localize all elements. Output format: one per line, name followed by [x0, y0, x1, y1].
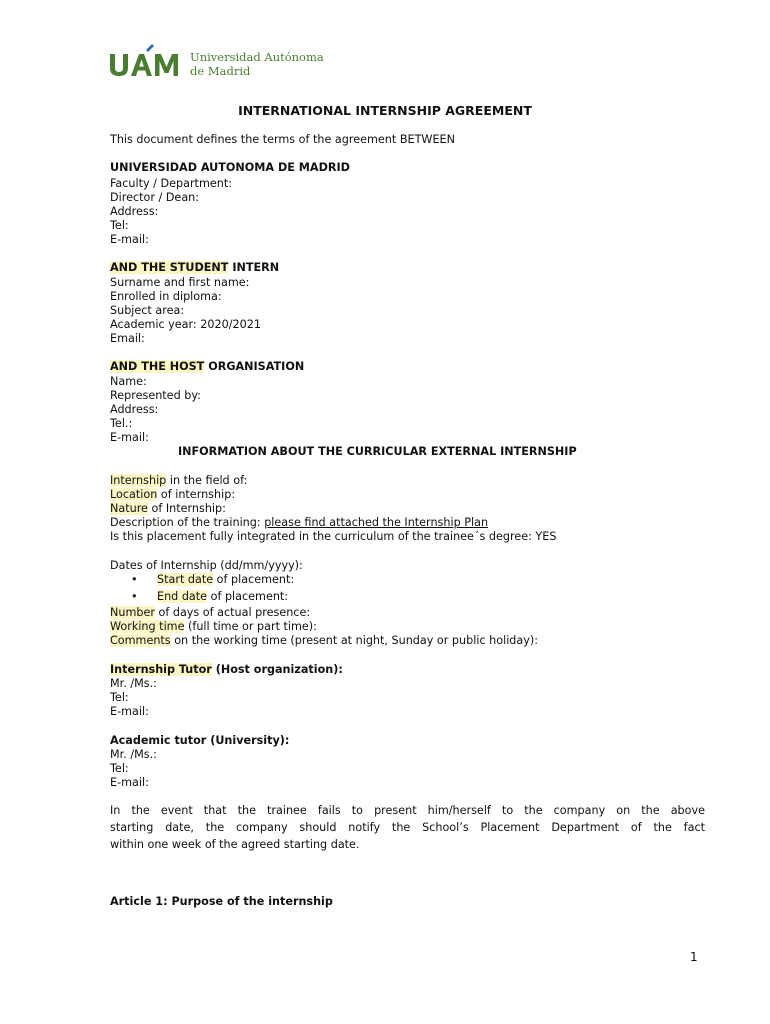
info-field-rest: in the field of: — [166, 474, 248, 487]
info-integrated: Is this placement fully integrated in the curriculum of the trainee´s degree: YES — [110, 530, 557, 543]
student-field-subject: Subject area: — [110, 304, 185, 317]
info-start-date-highlight: Start date — [157, 573, 214, 586]
student-heading — [110, 261, 279, 275]
information-heading: INFORMATION ABOUT THE CURRICULAR EXTERNAL INTERNSHIP — [178, 445, 577, 458]
intro-text: This document defines the terms of the agreement BETWEEN — [110, 133, 455, 146]
university-field-director: Director / Dean: — [110, 191, 200, 204]
student-heading-highlight: AND THE STUDENT — [110, 261, 229, 274]
tutor-academic-heading: Academic tutor (University): — [110, 734, 290, 747]
info-location-rest: of internship: — [157, 488, 236, 501]
info-number — [110, 606, 310, 620]
tutor-host-heading-rest: (Host organization): — [211, 663, 343, 676]
tutor-host-heading-highlight: Internship Tutor — [110, 663, 212, 676]
host-heading-highlight: AND THE HOST — [110, 360, 205, 373]
tutor-academic-field-tel: Tel: — [110, 762, 129, 775]
internship-plan-link[interactable]: please find attached the Internship Plan — [264, 516, 489, 529]
student-field-email: Email: — [110, 332, 145, 345]
info-end-date-highlight: End date — [157, 590, 208, 603]
info-working-time-rest: (full time or part time): — [184, 620, 317, 633]
document-title: INTERNATIONAL INTERNSHIP AGREEMENT — [238, 103, 532, 118]
tutor-host-field-name: Mr. /Ms.: — [110, 677, 157, 690]
info-location — [110, 488, 235, 502]
student-field-diploma: Enrolled in diploma: — [110, 290, 222, 303]
paragraph-line-1: In the event that the trainee fails to present him/herself to the company on the above — [110, 804, 705, 817]
tutor-host-heading — [110, 663, 343, 677]
tutor-academic-field-email: E-mail: — [110, 776, 149, 789]
university-field-tel: Tel: — [110, 219, 129, 232]
student-heading-rest: INTERN — [228, 261, 280, 274]
info-nature-highlight: Nature — [110, 502, 148, 515]
host-field-email: E-mail: — [110, 431, 149, 444]
info-working-time-highlight: Working time — [110, 620, 185, 633]
page-number: 1 — [690, 950, 698, 964]
paragraph-line-3: within one week of the agreed starting date. — [110, 838, 360, 851]
university-field-email: E-mail: — [110, 233, 149, 246]
info-end-date-rest: of placement: — [207, 590, 289, 603]
info-location-highlight: Location — [110, 488, 158, 501]
info-number-rest: of days of actual presence: — [154, 606, 311, 619]
info-description-label: Description of the training: — [110, 516, 265, 529]
info-start-date — [157, 573, 294, 587]
info-start-date-rest: of placement: — [213, 573, 295, 586]
host-heading-rest: ORGANISATION — [204, 360, 305, 373]
bullet-icon: • — [131, 573, 138, 586]
info-number-highlight: Number — [110, 606, 155, 619]
info-nature — [110, 502, 226, 516]
info-description — [110, 516, 488, 530]
paragraph-line-2: starting date, the company should notify the School’s Placement Department of the fact — [110, 821, 705, 834]
student-field-year: Academic year: 2020/2021 — [110, 318, 261, 331]
university-field-faculty: Faculty / Department: — [110, 177, 232, 190]
info-field-highlight: Internship — [110, 474, 167, 487]
info-dates: Dates of Internship (dd/mm/yyyy): — [110, 559, 303, 572]
host-field-address: Address: — [110, 403, 159, 416]
host-heading — [110, 360, 304, 374]
bullet-icon: • — [131, 590, 138, 603]
uam-logo-text — [190, 51, 324, 78]
host-field-name: Name: — [110, 375, 147, 388]
university-heading: UNIVERSIDAD AUTONOMA DE MADRID — [110, 161, 350, 174]
university-field-address: Address: — [110, 205, 159, 218]
tutor-academic-field-name: Mr. /Ms.: — [110, 748, 157, 761]
tutor-host-field-tel: Tel: — [110, 691, 129, 704]
info-comments — [110, 634, 538, 648]
info-nature-rest: of Internship: — [147, 502, 226, 515]
uam-logo-mark — [108, 42, 184, 80]
student-field-name: Surname and first name: — [110, 276, 250, 289]
tutor-host-field-email: E-mail: — [110, 705, 149, 718]
host-field-represented: Represented by: — [110, 389, 201, 402]
info-comments-rest: on the working time (present at night, Sunday or public holiday): — [170, 634, 539, 647]
logo-line-2: de Madrid — [190, 63, 251, 78]
info-field — [110, 474, 247, 488]
host-field-tel: Tel.: — [110, 417, 133, 430]
info-comments-highlight: Comments — [110, 634, 171, 647]
info-working-time — [110, 620, 317, 634]
logo-line-1: Universidad Autónoma — [190, 50, 324, 64]
article-1-heading: Article 1: Purpose of the internship — [110, 895, 333, 908]
info-end-date — [157, 590, 288, 604]
